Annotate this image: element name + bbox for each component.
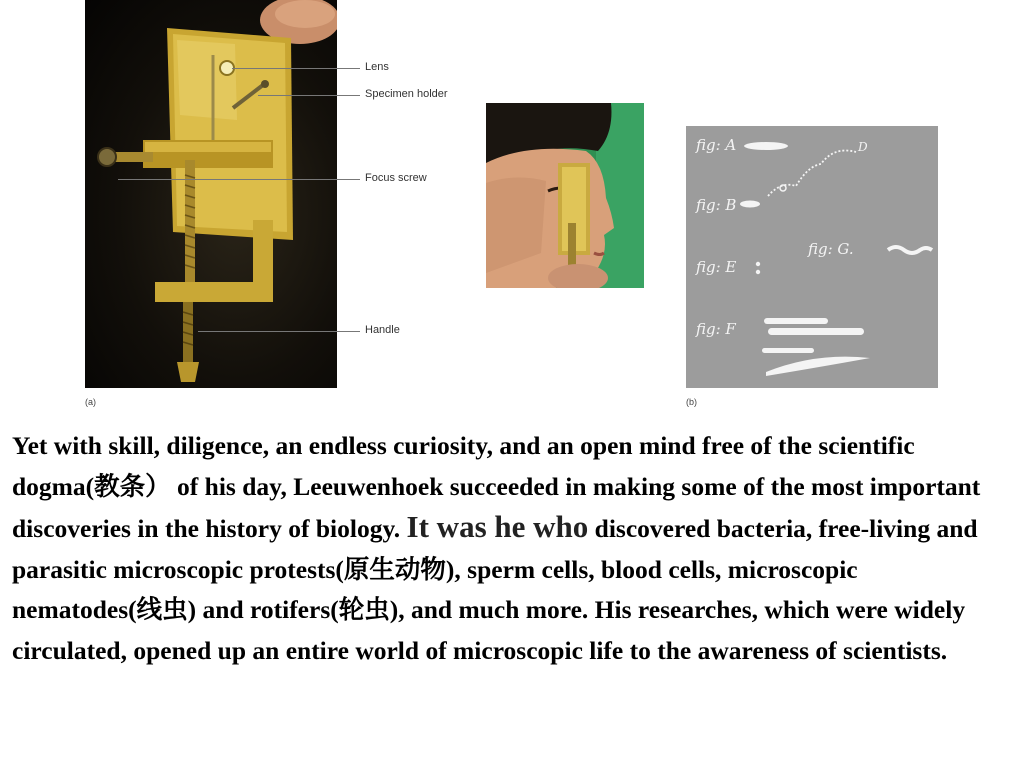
fig-g-label: fig: G. [808,240,854,258]
lens-label: Lens [365,61,389,73]
specimen-holder-callout-line [258,95,360,96]
fig-a-label: fig: A [696,136,737,154]
paragraph-text-1: Yet with skill, diligence, an endless curiosity, and an open mind free of the scientific dogma(教条） of his day, Leeuwenhoek succeeded in making some of the most important discoveries in the history of biology. [12,431,981,543]
focus-screw-label: Focus screw [365,172,427,184]
microscope-photo [85,0,337,388]
emphasis-text: It was he who [406,509,589,544]
person-with-microscope-photo [486,103,644,288]
person-illustration [486,103,644,288]
point-d-label: D [858,140,868,154]
lens-callout-line [232,68,360,69]
focus-screw-callout-line [118,179,360,180]
fig-f-label: fig: F [696,320,736,338]
handle-callout-line [198,331,360,332]
leeuwenhoek-bacteria-drawing [686,126,938,388]
handle-label: Handle [365,324,400,336]
fig-e-label: fig: E [696,258,737,276]
body-paragraph [12,426,1014,671]
specimen-holder-label: Specimen holder [365,88,448,100]
figure-a-caption: (a) [85,397,96,407]
fig-b-label: fig: B [696,196,737,214]
paragraph-text-2: discovered bacteria, free-living and parasitic microscopic protests(原生动物), sperm cells, blood cells, microscopic nematodes(线虫) and rotifers(轮虫), and much more. His researches, which were widely circulated, opened up an entire world of microscopic life to the awareness of scientists. [12,514,978,665]
figure-b-caption: (b) [686,397,697,407]
leeuwenhoek-microscope-illustration [85,0,337,388]
